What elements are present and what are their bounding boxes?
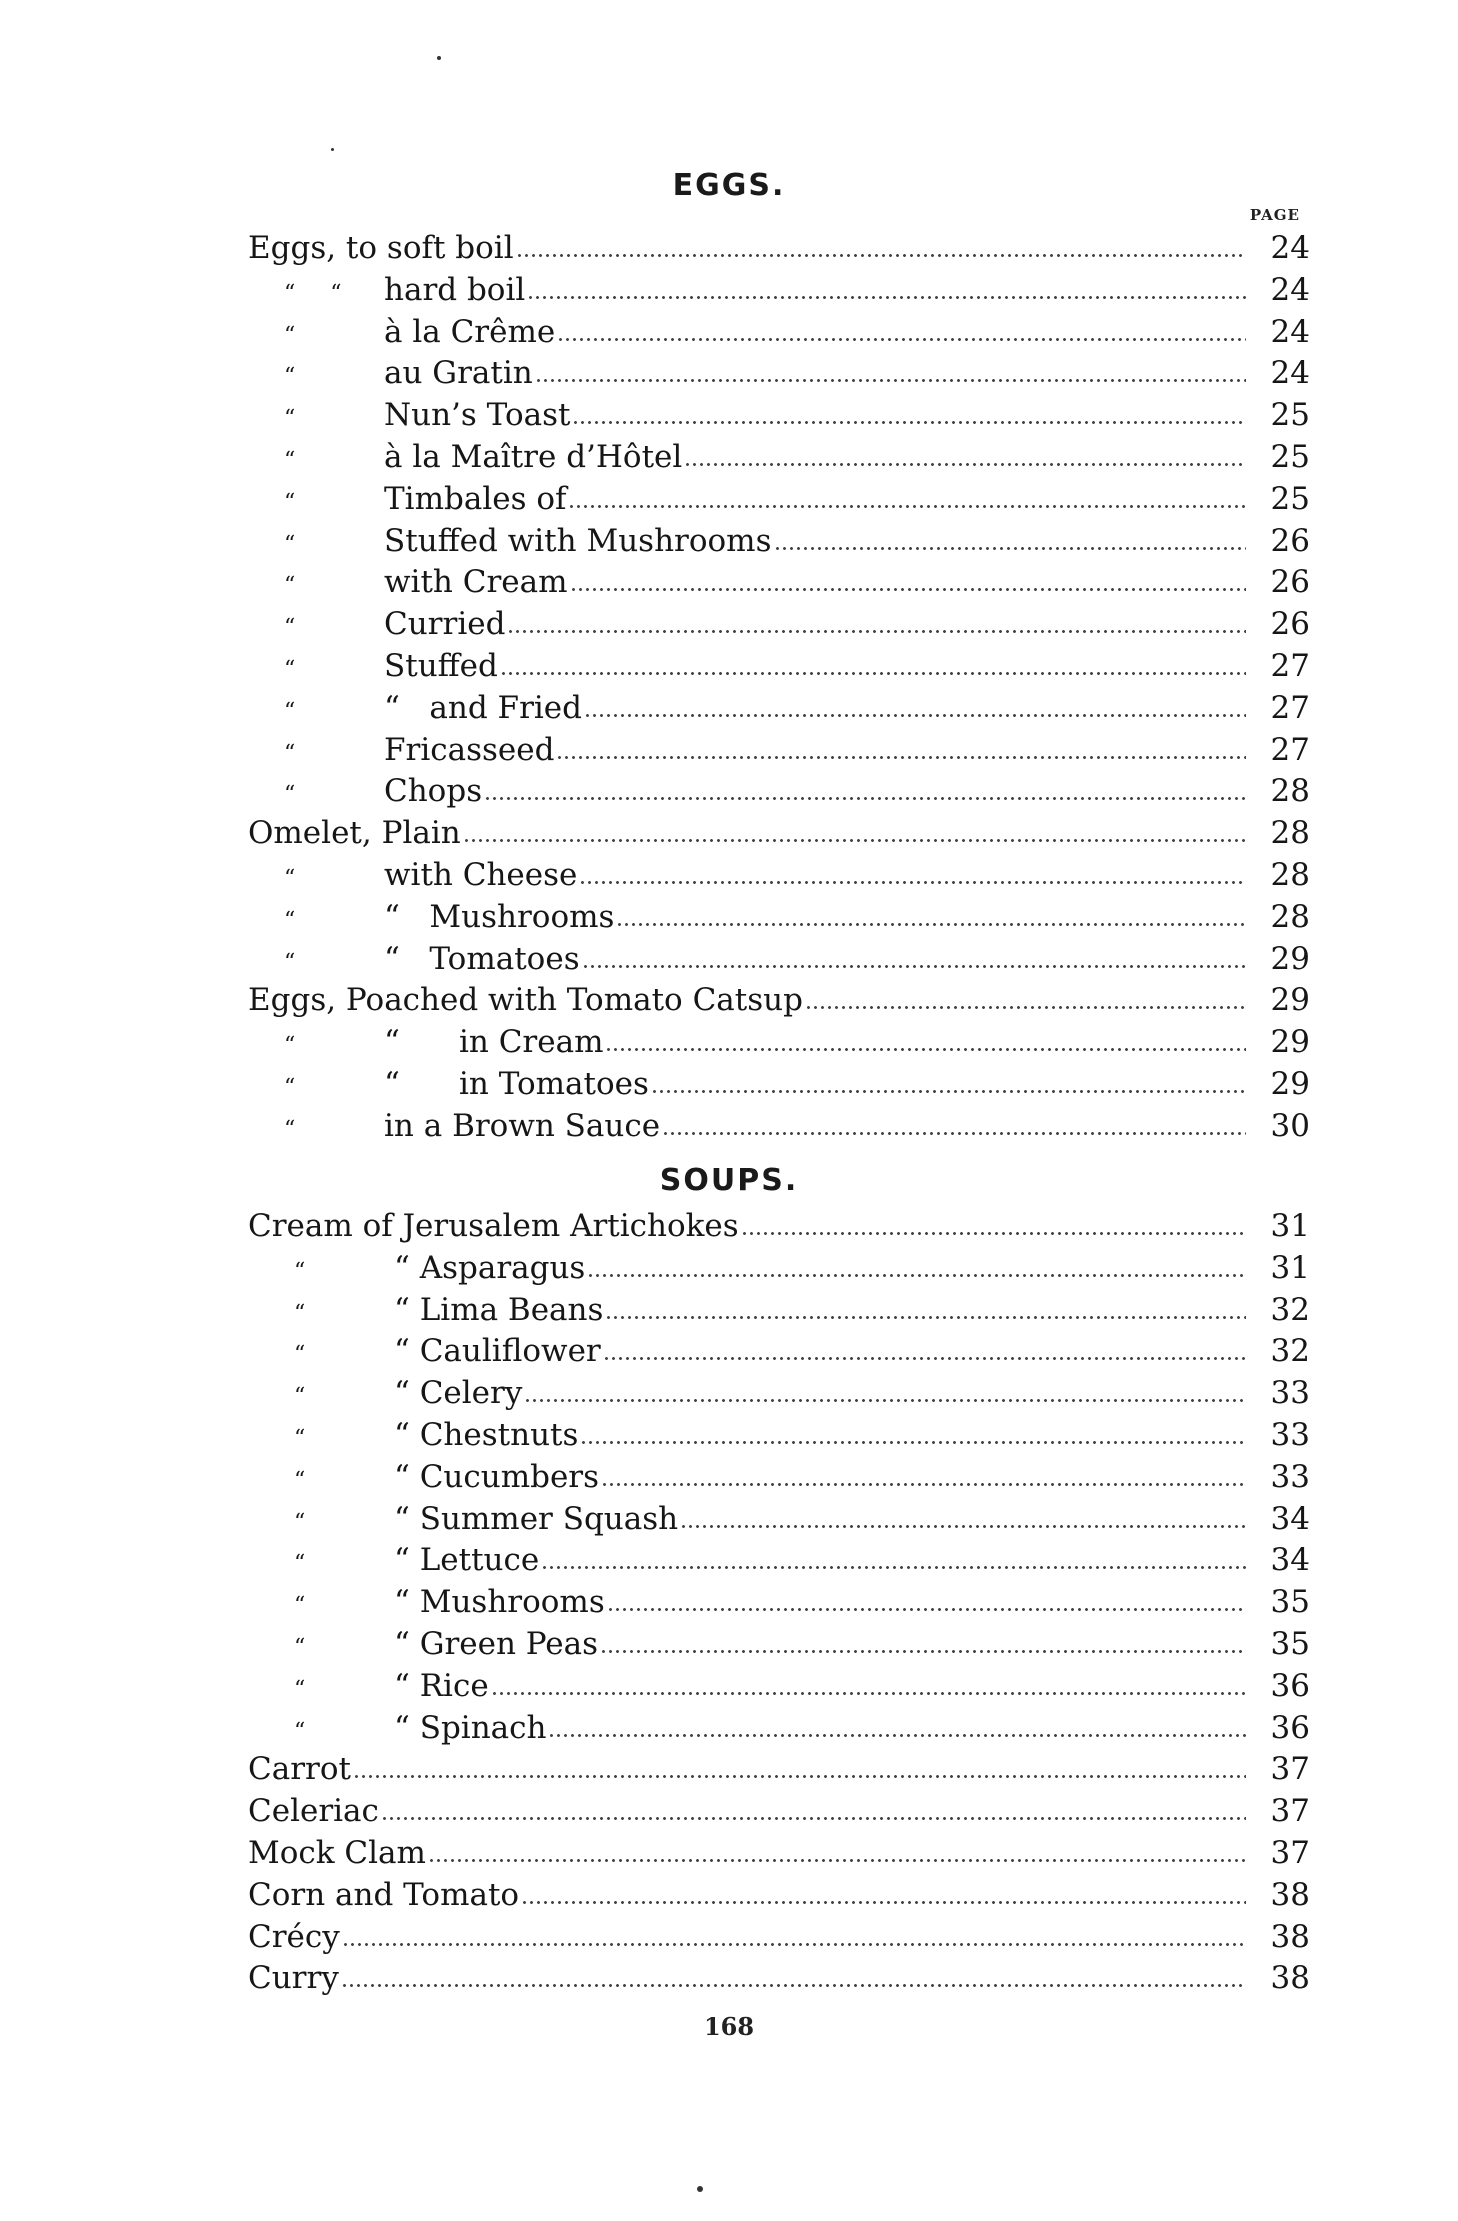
ditto-mark: “ — [284, 782, 296, 808]
entry-title: “ in Tomatoes — [384, 1066, 649, 1102]
index-entry — [248, 687, 1310, 729]
entry-page-number: 35 — [1270, 1584, 1310, 1621]
entry-page-number: 28 — [1270, 857, 1310, 893]
dot-leader — [741, 1231, 1246, 1236]
dot-leader — [572, 420, 1246, 425]
ditto-mark: “ — [284, 949, 296, 975]
entry-page-number: 26 — [1270, 606, 1310, 643]
dot-leader — [521, 1900, 1246, 1905]
entry-page-number: 24 — [1270, 313, 1310, 350]
ditto-mark: “ — [294, 1426, 306, 1451]
entry-page-number: 28 — [1270, 898, 1310, 935]
ditto-mark: “ — [294, 1300, 306, 1326]
index-entry — [248, 979, 1310, 1021]
ditto-mark: “ — [294, 1509, 306, 1535]
entry-title: “ Chestnuts — [394, 1417, 579, 1453]
index-entry — [248, 1372, 1310, 1414]
entry-page-number: 24 — [1270, 355, 1310, 392]
ditto-mark: “ — [294, 1342, 306, 1368]
index-entry — [248, 394, 1310, 436]
ditto-mark: “ — [284, 489, 296, 515]
entry-title: “ Mushrooms — [384, 898, 615, 935]
entry-title: Crécy — [248, 1918, 340, 1955]
dot-leader — [557, 337, 1246, 342]
ditto-mark: “ — [294, 1718, 306, 1744]
index-entry — [248, 1539, 1310, 1581]
dot-leader — [680, 1524, 1246, 1529]
entry-title: Stuffed with Mushrooms — [384, 522, 772, 559]
ditto-mark: “ — [284, 1075, 296, 1100]
index-entry — [248, 561, 1310, 603]
dot-leader — [381, 1816, 1246, 1821]
entry-page-number: 29 — [1270, 1024, 1310, 1061]
index-entry — [248, 1623, 1310, 1665]
index-entry — [248, 603, 1310, 645]
dot-leader — [428, 1858, 1246, 1863]
entry-page-number: 33 — [1270, 1417, 1310, 1453]
entry-title: Timbales of — [384, 480, 567, 517]
dot-leader — [353, 1774, 1246, 1779]
ditto-mark: “ — [284, 657, 296, 682]
entry-title: “ Summer Squash — [394, 1500, 679, 1537]
entry-title: with Cream — [384, 564, 568, 601]
dot-leader — [541, 1565, 1246, 1570]
index-entry — [248, 1021, 1310, 1063]
entry-page-number: 30 — [1270, 1107, 1310, 1144]
ditto-mark: “ — [294, 1258, 306, 1284]
entry-title: hard boil — [384, 271, 526, 308]
ditto-mark: “ — [284, 531, 296, 557]
dot-leader — [524, 1398, 1246, 1403]
dot-leader — [556, 755, 1246, 760]
entry-page-number: 29 — [1270, 982, 1310, 1019]
entry-title: à la Crême — [384, 313, 556, 350]
entry-title: Cream of Jerusalem Artichokes — [248, 1208, 739, 1244]
entry-title: “ Rice — [394, 1667, 489, 1704]
index-entry — [248, 1289, 1310, 1331]
ditto-mark: “ — [284, 740, 296, 766]
ditto-mark: “ — [284, 364, 296, 390]
page-number: 168 — [703, 2012, 755, 2041]
entry-page-number: 38 — [1270, 1918, 1310, 1955]
entry-page-number: 38 — [1270, 1960, 1310, 1997]
ditto-mark: “ — [284, 615, 296, 641]
ditto-mark: “ — [294, 1676, 306, 1702]
entry-title: “ and Fried — [384, 689, 582, 726]
entry-page-number: 29 — [1270, 940, 1310, 977]
dot-leader — [600, 1649, 1246, 1654]
entry-page-number: 28 — [1270, 773, 1310, 810]
ditto-mark: “ — [284, 406, 296, 432]
dot-leader — [516, 253, 1246, 258]
dot-leader — [607, 1607, 1246, 1612]
ditto-mark: “ — [284, 1116, 296, 1142]
entry-page-number: 27 — [1270, 648, 1310, 684]
entry-title: “ Tomatoes — [384, 940, 580, 977]
entry-page-number: 32 — [1270, 1333, 1310, 1370]
dot-leader — [587, 1273, 1246, 1278]
entry-title: “ Cucumbers — [394, 1458, 600, 1495]
ditto-mark: “ — [284, 907, 296, 933]
index-entry — [248, 1707, 1310, 1749]
dot-leader — [616, 922, 1246, 927]
index-entry — [248, 1205, 1310, 1247]
entry-page-number: 24 — [1270, 271, 1310, 308]
entry-title: in a Brown Sauce — [384, 1107, 661, 1144]
index-entry — [248, 1247, 1310, 1289]
dot-leader — [500, 671, 1246, 676]
ditto-mark: “ — [284, 866, 296, 891]
entry-page-number: 34 — [1270, 1500, 1310, 1537]
entry-title: à la Maître d’Hôtel — [384, 439, 683, 475]
dot-leader — [601, 1482, 1246, 1487]
index-entry — [248, 1581, 1310, 1623]
dot-leader — [662, 1131, 1246, 1136]
index-entry — [248, 938, 1310, 980]
entry-page-number: 26 — [1270, 522, 1310, 559]
print-speck — [437, 56, 441, 60]
index-entry — [248, 436, 1310, 478]
index-entry — [248, 812, 1310, 854]
entry-title: Stuffed — [384, 648, 498, 684]
entry-title: Eggs, Poached with Tomato Catsup — [248, 982, 803, 1019]
dot-leader — [651, 1089, 1246, 1094]
index-entry — [248, 1957, 1310, 1999]
entry-title: “ Mushrooms — [394, 1584, 605, 1621]
dot-leader — [605, 1047, 1246, 1052]
entry-title: “ Cauliflower — [394, 1333, 601, 1370]
entry-title: Corn and Tomato — [248, 1876, 520, 1913]
dot-leader — [603, 1356, 1246, 1361]
dot-leader — [484, 796, 1246, 801]
entry-page-number: 25 — [1270, 480, 1310, 517]
dot-leader — [570, 587, 1247, 592]
dot-leader — [463, 838, 1246, 843]
index-entry — [248, 352, 1310, 394]
index-entry — [248, 1916, 1310, 1958]
entry-page-number: 31 — [1270, 1208, 1310, 1244]
index-entry — [248, 311, 1310, 353]
ditto-mark: “ — [284, 698, 296, 724]
entry-title: “ Celery — [394, 1375, 523, 1412]
entry-title: “ Spinach — [394, 1709, 547, 1746]
dot-leader — [605, 1315, 1246, 1320]
ditto-mark: “ — [284, 1033, 296, 1059]
entry-title: Chops — [384, 773, 483, 810]
entry-title: Mock Clam — [248, 1835, 426, 1871]
entry-title: with Cheese — [384, 857, 578, 893]
dot-leader — [805, 1005, 1246, 1010]
entry-title: Celeriac — [248, 1793, 379, 1830]
ditto-mark: “ “ — [284, 280, 342, 306]
entry-page-number: 37 — [1270, 1835, 1310, 1871]
entry-page-number: 37 — [1270, 1793, 1310, 1830]
entry-title: Omelet, Plain — [248, 815, 461, 852]
index-entry — [248, 269, 1310, 311]
dot-leader — [582, 964, 1246, 969]
entry-title: “ Asparagus — [394, 1249, 586, 1286]
entry-page-number: 32 — [1270, 1291, 1310, 1328]
ditto-mark: “ — [284, 322, 296, 348]
ditto-mark: “ — [294, 1635, 306, 1660]
index-entry — [248, 896, 1310, 938]
index-entry — [248, 1063, 1310, 1105]
entry-page-number: 29 — [1270, 1066, 1310, 1102]
entry-title: au Gratin — [384, 355, 533, 392]
print-speck — [697, 2186, 703, 2192]
dot-leader — [535, 378, 1246, 383]
dot-leader — [342, 1942, 1246, 1947]
entry-title: Fricasseed — [384, 731, 555, 768]
entry-title: Curry — [248, 1960, 339, 1997]
entry-page-number: 27 — [1270, 731, 1310, 768]
index-entry — [248, 770, 1310, 812]
dot-leader — [341, 1983, 1246, 1988]
dot-leader — [568, 504, 1246, 509]
index-entry — [248, 854, 1310, 896]
entry-page-number: 35 — [1270, 1626, 1310, 1662]
entry-title: “ Green Peas — [394, 1626, 598, 1662]
index-entry — [248, 478, 1310, 520]
section-heading-soups: SOUPS. — [659, 1163, 799, 1198]
section-heading-eggs: EGGS. — [672, 168, 786, 203]
dot-leader — [548, 1733, 1246, 1738]
page-column-label: PAGE — [1249, 206, 1300, 224]
entry-page-number: 25 — [1270, 397, 1310, 434]
entry-title: Carrot — [248, 1751, 351, 1788]
entry-page-number: 27 — [1270, 689, 1310, 726]
index-entry — [248, 1748, 1310, 1790]
index-entry — [248, 1790, 1310, 1832]
entry-title: “ in Cream — [384, 1024, 604, 1061]
dot-leader — [527, 295, 1246, 300]
entry-page-number: 33 — [1270, 1375, 1310, 1412]
entry-title: Curried — [384, 606, 506, 643]
index-entry — [248, 645, 1310, 687]
index-entry — [248, 1105, 1310, 1147]
index-entry — [248, 1330, 1310, 1372]
ditto-mark: “ — [284, 448, 296, 473]
index-entry — [248, 1665, 1310, 1707]
index-entry — [248, 1456, 1310, 1498]
index-entry — [248, 1874, 1310, 1916]
entry-page-number: 25 — [1270, 439, 1310, 475]
dot-leader — [491, 1691, 1246, 1696]
dot-leader — [580, 1440, 1246, 1445]
entry-title: “ Lima Beans — [394, 1291, 604, 1328]
ditto-mark: “ — [294, 1551, 306, 1577]
entry-page-number: 33 — [1270, 1458, 1310, 1495]
index-entry — [248, 1414, 1310, 1456]
index-entry — [248, 1498, 1310, 1540]
dot-leader — [774, 546, 1247, 551]
ditto-mark: “ — [294, 1467, 306, 1493]
entry-page-number: 34 — [1270, 1542, 1310, 1579]
index-entry — [248, 729, 1310, 771]
ditto-mark: “ — [294, 1384, 306, 1410]
dot-leader — [584, 713, 1246, 718]
entry-page-number: 28 — [1270, 815, 1310, 852]
entry-page-number: 31 — [1270, 1249, 1310, 1286]
dot-leader — [579, 880, 1246, 885]
entry-page-number: 36 — [1270, 1709, 1310, 1746]
dot-leader — [507, 629, 1246, 634]
index-entry — [248, 520, 1310, 562]
entry-page-number: 37 — [1270, 1751, 1310, 1788]
index-entry — [248, 1832, 1310, 1874]
entry-title: Eggs, to soft boil — [248, 230, 514, 266]
entry-title: Nun’s Toast — [384, 397, 571, 434]
ditto-mark: “ — [284, 573, 296, 599]
dot-leader — [684, 462, 1246, 467]
print-speck — [331, 148, 334, 151]
entry-title: “ Lettuce — [394, 1542, 540, 1579]
entry-page-number: 26 — [1270, 564, 1310, 601]
entry-page-number: 24 — [1270, 230, 1310, 266]
index-entry — [248, 227, 1310, 269]
entry-page-number: 36 — [1270, 1667, 1310, 1704]
entry-page-number: 38 — [1270, 1876, 1310, 1913]
ditto-mark: “ — [294, 1593, 306, 1619]
